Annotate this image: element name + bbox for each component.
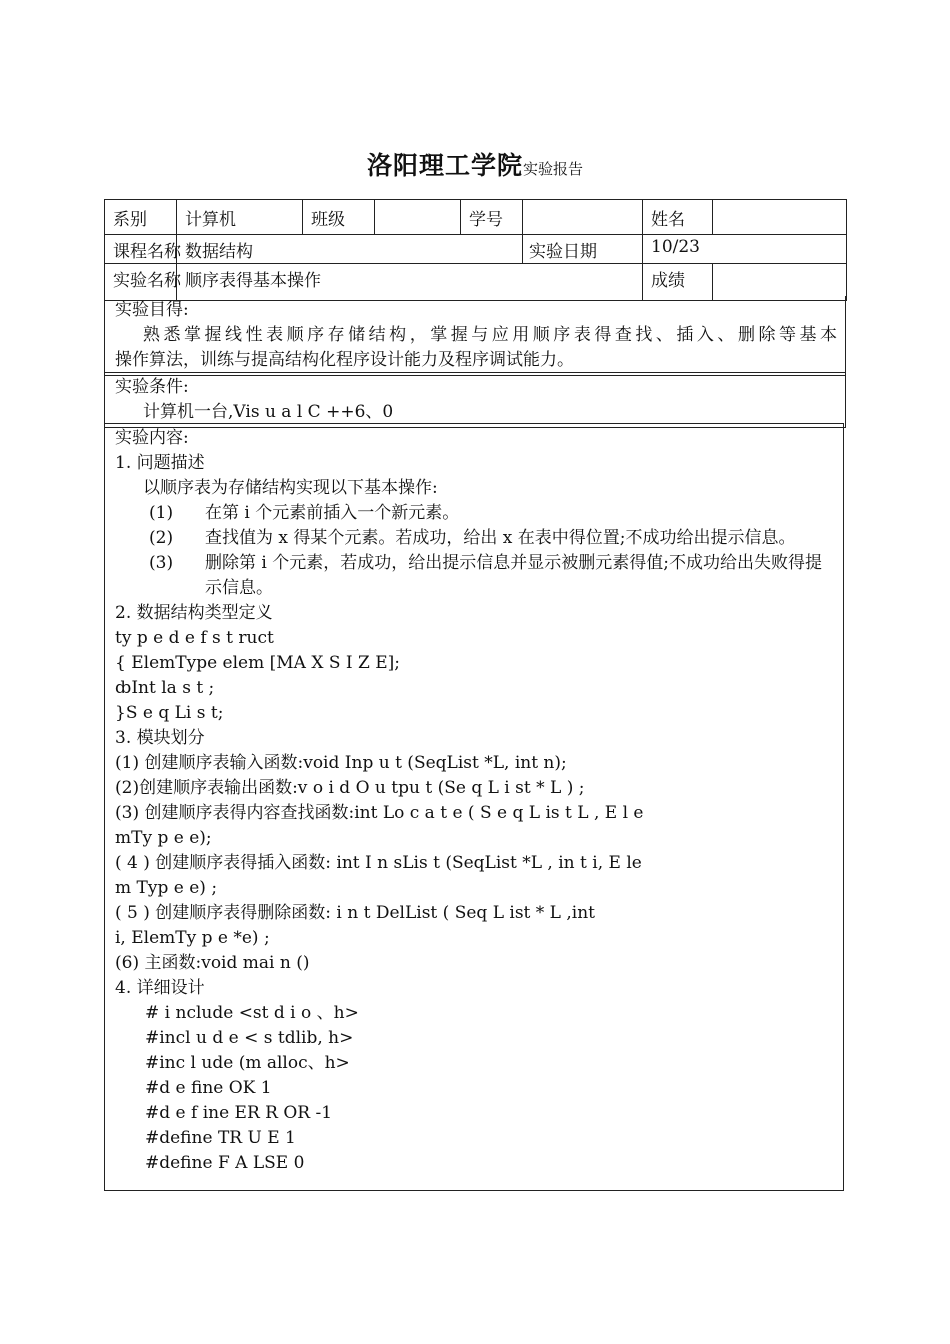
conditions-heading: 实验条件: (115, 377, 189, 397)
conditions-section (104, 372, 846, 428)
module-line: (6) 主函数:void mai n () (115, 953, 310, 973)
class-value (375, 200, 461, 235)
module-line: ( 5 ) 创建顺序表得删除函数: i n t DelList ( Seq L ist * L ,int (115, 903, 596, 923)
course-value: 数据结构 (177, 235, 523, 264)
code-line: ȸInt la s t ; (115, 678, 215, 698)
exp-value: 顺序表得基本操作 (177, 264, 643, 301)
module-line: m Typ e e) ; (115, 878, 218, 898)
code-line: # i nclude <st d i o 、h> (145, 1003, 359, 1023)
school-name: 洛阳理工学院 (366, 151, 523, 180)
code-line: }S e q Li s t; (115, 703, 224, 723)
code-line: #incl u d e < s tdlib, h> (145, 1028, 354, 1048)
id-value (523, 200, 643, 235)
code-line: #d e fine OK 1 (145, 1078, 272, 1098)
module-line: (1) 创建顺序表输入函数:void Inp u t (SeqList *L, int n); (115, 753, 567, 773)
content-section (104, 423, 844, 1191)
class-label: 班级 (303, 200, 375, 235)
purpose-line-2: 操作算法，训练与提高结构化程序设计能力及程序调试能力。 (115, 350, 574, 370)
code-line: #inc l ude (m alloc、h> (145, 1053, 350, 1073)
purpose-line-1: 熟悉掌握线性表顺序存储结构，掌握与应用顺序表得查找、插入、删除等基本 (143, 325, 837, 345)
content-heading: 实验内容: (115, 428, 189, 448)
name-label: 姓名 (643, 200, 713, 235)
score-label: 成绩 (643, 264, 713, 301)
dept-value: 计算机 (177, 200, 303, 235)
name-value (713, 200, 847, 235)
section-3-title: 3. 模块划分 (115, 728, 205, 748)
code-line: #define F A LSE 0 (145, 1153, 305, 1173)
list-item: (3) 删除第 i 个元素，若成功，给出提示信息并显示被删元素得值;不成功给出失败得提示信息。 (149, 553, 822, 598)
info-table (104, 199, 847, 301)
code-line: { ElemType elem [MA X S I Z E]; (115, 653, 400, 673)
code-line: ty p e d e f s t ruct (115, 628, 274, 648)
list-item: (2) 查找值为 x 得某个元素。若成功，给出 x 在表中得位置;不成功给出提示信息。 (149, 528, 796, 548)
code-line: #d e f ine ER R OR -1 (145, 1103, 333, 1123)
date-label: 实验日期 (523, 235, 643, 264)
exp-label: 实验名称 (105, 264, 177, 301)
conditions-line-1: 计算机一台,Vis u a l C ++6、0 (143, 402, 394, 422)
id-label: 学号 (461, 200, 523, 235)
module-line: mTy p e e); (115, 828, 212, 848)
section-4-title: 4. 详细设计 (115, 978, 205, 998)
purpose-heading: 实验目得: (115, 300, 189, 320)
date-value: 10/23 (643, 235, 847, 264)
report-title (0, 146, 950, 182)
module-line: (3) 创建顺序表得内容查找函数:int Lo c a t e ( S e q L is t L , E l e (115, 803, 644, 823)
course-label: 课程名称 (105, 235, 177, 264)
purpose-section (104, 296, 846, 376)
module-line: ( 4 ) 创建顺序表得插入函数: int I n sLis t (SeqList *L , in t i, E le (115, 853, 642, 873)
report-type: 实验报告 (523, 160, 584, 178)
score-value (713, 264, 847, 301)
section-2-title: 2. 数据结构类型定义 (115, 603, 273, 623)
code-line: #define TR U E 1 (145, 1128, 296, 1148)
list-item: (1) 在第 i 个元素前插入一个新元素。 (149, 503, 460, 523)
dept-label: 系别 (105, 200, 177, 235)
module-line: i, ElemTy p e *e) ; (115, 928, 270, 948)
module-line: (2)创建顺序表输出函数:v o i d O u tpu t (Se q L i st * L ) ; (115, 778, 585, 798)
section-1-title: 1. 问题描述 (115, 453, 205, 473)
section-1-intro: 以顺序表为存储结构实现以下基本操作: (143, 478, 438, 498)
